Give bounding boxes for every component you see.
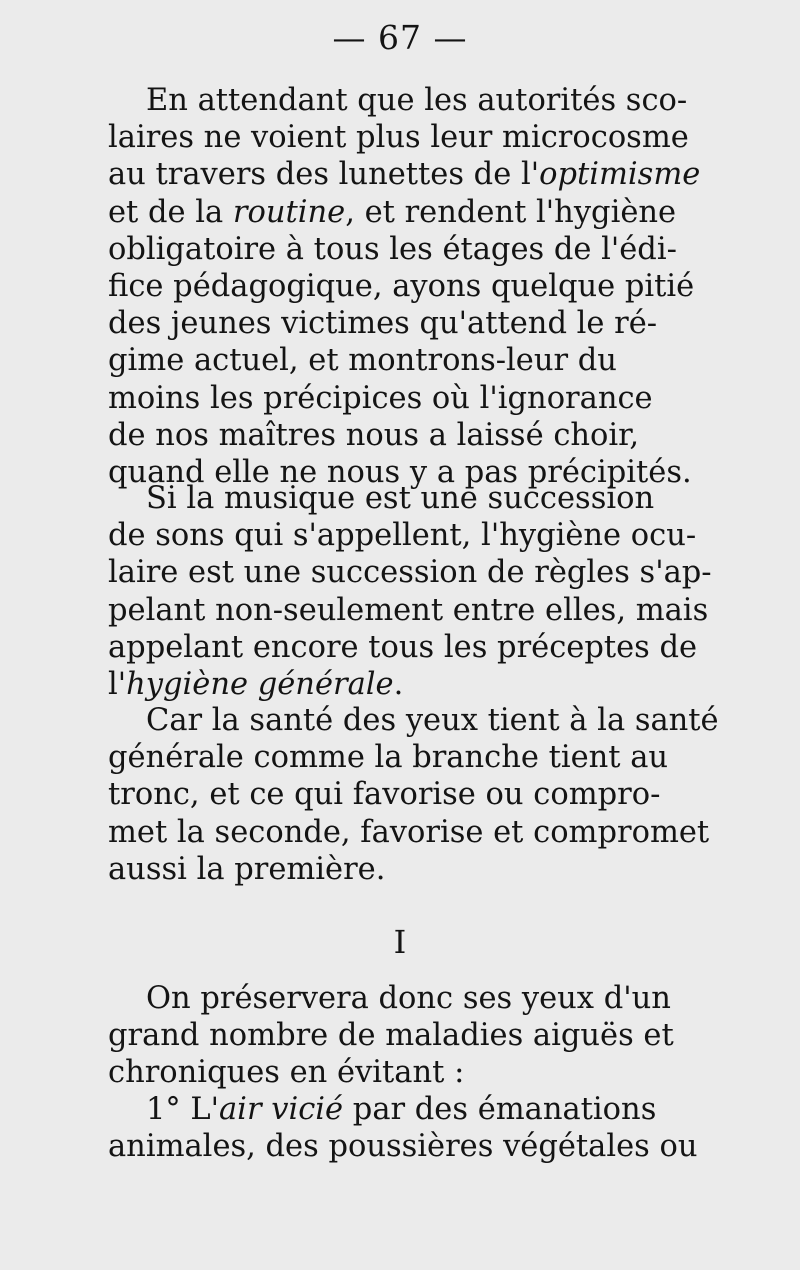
text-line: En attendant que les autorités sco- xyxy=(146,83,688,118)
italic-term: air vicié xyxy=(219,1092,344,1127)
text-line: pelant non-seulement entre elles, mais xyxy=(108,592,709,628)
text-line: tronc, et ce qui favorise ou compro- xyxy=(108,777,661,813)
text-line: et de la routine, et rendent l'hygiène xyxy=(108,194,677,230)
paragraph-2 xyxy=(108,480,718,703)
text-line: met la seconde, favorise et compromet xyxy=(108,814,710,850)
text-line: grand nombre de maladies aiguës et xyxy=(108,1018,674,1054)
text-line: gime actuel, et montrons-leur du xyxy=(108,343,617,379)
text-line: des jeunes victimes qu'attend le ré- xyxy=(108,306,658,342)
paragraph-4 xyxy=(108,980,718,1092)
page-number: — 67 — xyxy=(332,18,468,57)
text-line: laires ne voient plus leur microcosme xyxy=(108,120,689,156)
text-line: de nos maîtres nous a laissé choir, xyxy=(108,417,640,453)
paragraph-3 xyxy=(108,702,718,888)
text-line: fice pédagogique, ayons quelque pitié xyxy=(108,269,695,305)
text-line: 1° L'air vicié par des émanations xyxy=(146,1092,657,1127)
section-heading: I xyxy=(393,923,407,961)
text-line: aussi la première. xyxy=(108,851,386,887)
text-line: chroniques en évitant : xyxy=(108,1055,465,1091)
paragraph-5 xyxy=(108,1091,718,1165)
italic-term: hygiène générale xyxy=(126,667,394,703)
text-line: de sons qui s'appellent, l'hygiène ocu- xyxy=(108,518,697,554)
text-line: générale comme la branche tient au xyxy=(108,740,669,776)
italic-term: routine xyxy=(232,194,346,230)
text-line: laire est une succession de règles s'ap- xyxy=(108,555,712,591)
text-line: Car la santé des yeux tient à la santé xyxy=(146,703,719,738)
text-line: au travers des lunettes de l'optimisme xyxy=(108,157,701,193)
text-line: animales, des poussières végétales ou xyxy=(108,1129,698,1165)
paragraph-1 xyxy=(108,82,718,491)
text-line: appelant encore tous les préceptes de xyxy=(108,629,698,665)
italic-term: optimisme xyxy=(539,157,701,193)
text-line: Si la musique est une succession xyxy=(146,481,655,516)
text-line: l'hygiène générale. xyxy=(108,667,404,703)
text-line: obligatoire à tous les étages de l'édi- xyxy=(108,231,677,267)
text-line: moins les précipices où l'ignorance xyxy=(108,380,653,416)
text-line: quand elle ne nous y a pas précipités. xyxy=(108,455,692,491)
text-line: On préservera donc ses yeux d'un xyxy=(146,981,671,1016)
